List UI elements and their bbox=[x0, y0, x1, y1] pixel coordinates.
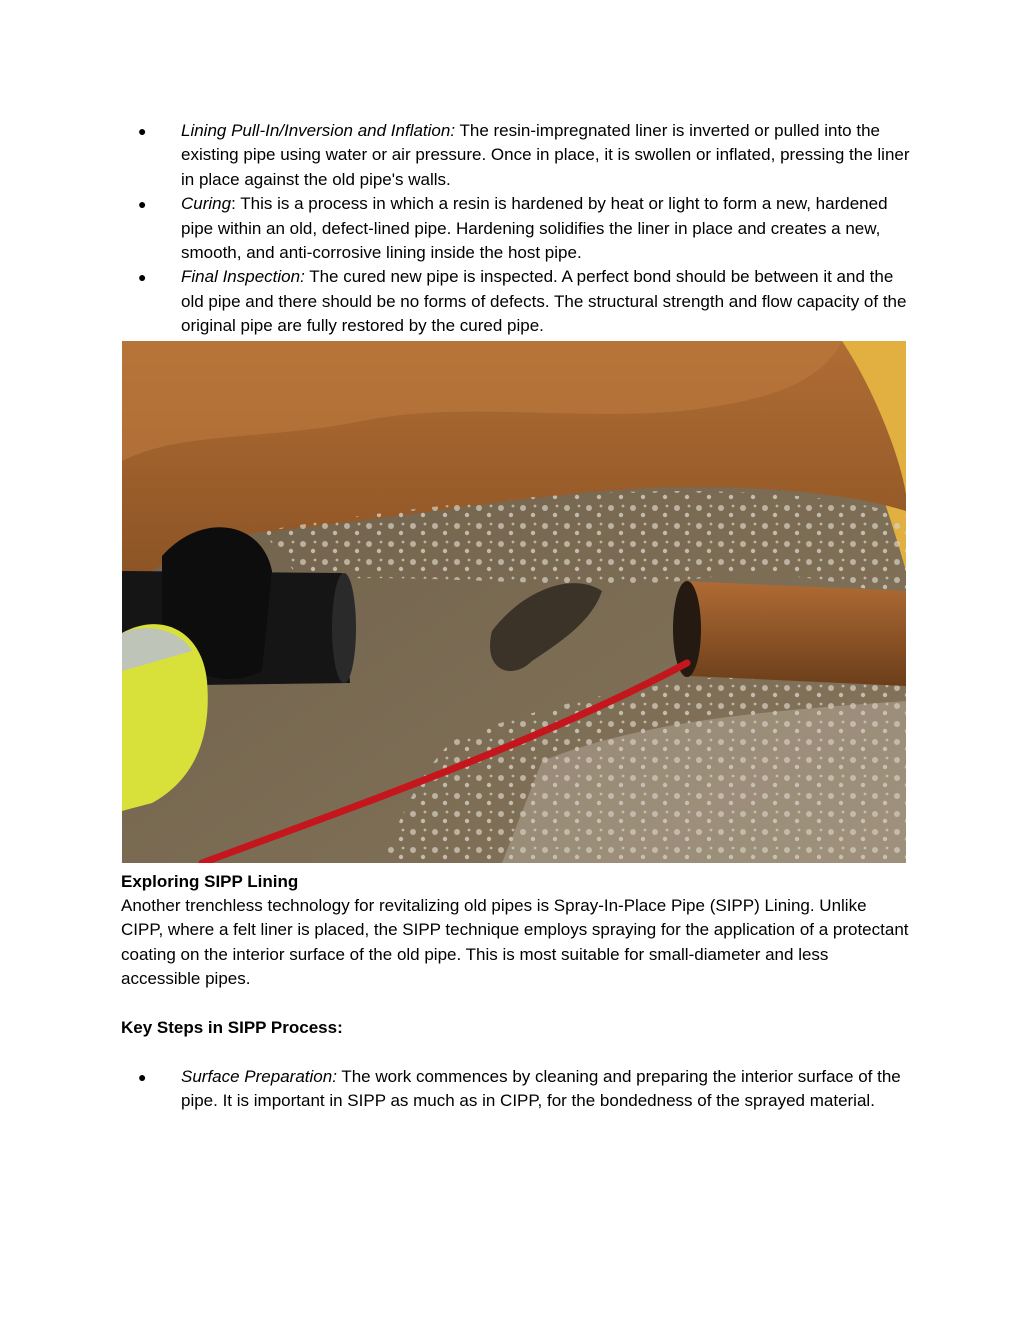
bullet-icon: ● bbox=[138, 196, 147, 213]
step-title: Curing bbox=[181, 194, 232, 214]
list-item bbox=[121, 265, 911, 338]
step-text: The resin-impregnated liner is inverted or pulled into the existing pipe using water or air pressure. Once in place, it is swollen or inflated, pressing the liner in place against the old pipe's walls. bbox=[181, 121, 910, 189]
section-paragraph: Another trenchless technology for revitalizing old pipes is Spray-In-Place Pipe (SIPP) Lining. Unlike CIPP, where a felt liner is placed, the SIPP technique employs spraying for the application of a protectant coating on the interior surface of the old pipe. This is most suitable for small-diameter and less accessible pipes. bbox=[121, 896, 909, 989]
step-title: Surface Preparation: bbox=[181, 1067, 337, 1086]
list-item bbox=[121, 119, 911, 192]
list-item bbox=[121, 192, 911, 265]
cipp-steps-list bbox=[121, 119, 911, 339]
bullet-icon: ● bbox=[138, 123, 147, 139]
step-title: Lining Pull-In/Inversion and Inflation: bbox=[181, 121, 456, 140]
step-text: The work commences by cleaning and preparing the interior surface of the pipe. It is important in SIPP as much as in CIPP, for the bondedness of the sprayed material. bbox=[181, 1067, 901, 1111]
bullet-icon: ● bbox=[138, 269, 147, 286]
step-text: : This is a process in which a resin is hardened by heat or light to form a new, hardened pipe within an old, defect-lined pipe. Hardening solidifies the liner in place and creates a new, smooth, and anti-corrosive lining inside the host pipe. bbox=[181, 194, 888, 263]
sipp-steps-list bbox=[121, 1065, 911, 1114]
pipe-trench-photo bbox=[122, 341, 906, 863]
step-title: Final Inspection: bbox=[181, 267, 305, 287]
bullet-icon: ● bbox=[138, 1069, 147, 1085]
step-text: The cured new pipe is inspected. A perfect bond should be between it and the old pipe and there should be no forms of defects. The structural strength and flow capacity of the original pipe are fully restored by the cured pipe. bbox=[181, 267, 907, 336]
steps-heading: Key Steps in SIPP Process: bbox=[121, 1018, 343, 1037]
section-heading: Exploring SIPP Lining bbox=[121, 872, 299, 891]
list-item bbox=[121, 1065, 911, 1114]
